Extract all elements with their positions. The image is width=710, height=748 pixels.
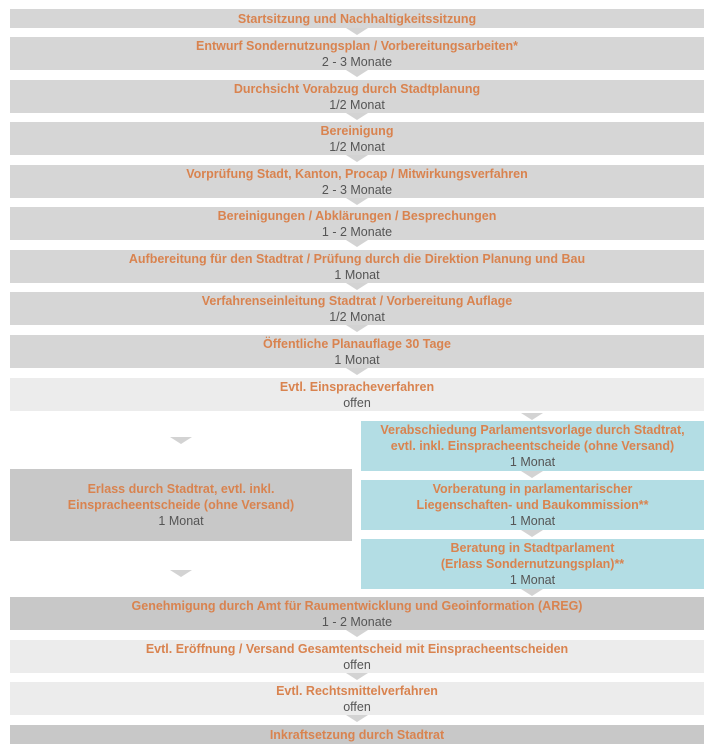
step-duration: 1 Monat	[509, 455, 556, 469]
down-arrow-icon	[521, 589, 543, 596]
step-bereinigungen	[10, 207, 704, 240]
step-genehmigung	[10, 597, 704, 630]
step-duration: 1 Monat	[509, 573, 556, 587]
down-arrow-icon	[346, 198, 368, 205]
step-eroeffnung	[10, 640, 704, 673]
step-duration: 1/2 Monat	[329, 97, 385, 112]
step-duration: 1 Monat	[158, 514, 204, 528]
step-title: Durchsicht Vorabzug durch Stadtplanung	[233, 81, 481, 96]
step-title: Vorprüfung Stadt, Kanton, Procap / Mitwirkungsverfahren	[186, 166, 528, 181]
step-title-line1: Verabschiedung Parlamentsvorlage durch Stadtrat,	[380, 423, 685, 437]
step-planauflage	[10, 335, 704, 368]
step-aufbereitung	[10, 250, 704, 283]
down-arrow-icon	[346, 283, 368, 290]
step-duration: 2 - 3 Monate	[321, 182, 393, 197]
down-arrow-icon	[346, 113, 368, 120]
step-entwurf	[10, 37, 704, 70]
step-start	[10, 9, 704, 28]
step-duration: offen	[343, 395, 371, 410]
step-title-line1: Erlass durch Stadtrat, evtl. inkl.	[87, 482, 275, 496]
step-title-line1: Vorberatung in parlamentarischer	[432, 482, 633, 496]
down-arrow-icon	[346, 673, 368, 680]
step-title: Genehmigung durch Amt für Raumentwicklung und Geoinformation (AREG)	[131, 598, 583, 613]
step-vorpruefung	[10, 165, 704, 198]
down-arrow-icon	[346, 70, 368, 77]
down-arrow-icon	[346, 325, 368, 332]
step-durchsicht	[10, 80, 704, 113]
down-arrow-icon	[521, 471, 543, 478]
step-inkraftsetzung	[10, 725, 704, 744]
down-arrow-icon	[346, 630, 368, 637]
step-title: Bereinigungen / Abklärungen / Besprechungen	[217, 208, 497, 223]
step-title: Verfahrenseinleitung Stadtrat / Vorbereitung Auflage	[201, 293, 513, 308]
step-duration: 1 - 2 Monate	[321, 614, 393, 629]
step-title-line2: evtl. inkl. Einspracheentscheide (ohne Versand)	[390, 439, 675, 453]
down-arrow-icon	[346, 240, 368, 247]
step-title: Inkraftsetzung durch Stadtrat	[269, 727, 445, 742]
step-verabschiedung	[361, 421, 704, 471]
step-title-line2: (Erlass Sondernutzungsplan)**	[440, 557, 625, 571]
step-title: Bereinigung	[320, 123, 394, 138]
step-title: Öffentliche Planauflage 30 Tage	[262, 336, 451, 351]
step-verfahrenseinleitung	[10, 292, 704, 325]
step-duration: 1 Monat	[334, 352, 380, 367]
step-erlass-stadtrat	[10, 469, 352, 541]
step-duration: 1/2 Monat	[329, 309, 385, 324]
step-title-line2: Liegenschaften- und Baukommission**	[416, 498, 649, 512]
step-bereinigung	[10, 122, 704, 155]
step-duration: 1/2 Monat	[329, 139, 385, 154]
step-title: Entwurf Sondernutzungsplan / Vorbereitungsarbeiten*	[195, 38, 518, 53]
down-arrow-icon	[346, 155, 368, 162]
step-title: Evtl. Einspracheverfahren	[279, 379, 435, 394]
down-arrow-icon	[346, 368, 368, 375]
step-duration: offen	[343, 657, 371, 672]
step-beratung-parlament	[361, 539, 704, 589]
down-arrow-icon	[346, 715, 368, 722]
step-vorberatung	[361, 480, 704, 530]
down-arrow-icon	[521, 530, 543, 537]
step-einspracheverfahren	[10, 378, 704, 411]
step-duration: 1 Monat	[509, 514, 556, 528]
step-duration: offen	[343, 699, 371, 714]
step-title: Aufbereitung für den Stadtrat / Prüfung durch die Direktion Planung und Bau	[128, 251, 586, 266]
down-arrow-icon	[521, 413, 543, 420]
step-duration: 1 - 2 Monate	[321, 224, 393, 239]
step-title-line2: Einspracheentscheide (ohne Versand)	[67, 498, 295, 512]
step-rechtsmittel	[10, 682, 704, 715]
step-title-line1: Beratung in Stadtparlament	[450, 541, 615, 555]
step-title: Startsitzung und Nachhaltigkeitssitzung	[237, 11, 477, 26]
step-duration: 1 Monat	[334, 267, 380, 282]
down-arrow-icon	[170, 437, 192, 444]
down-arrow-icon	[170, 570, 192, 577]
step-title: Evtl. Eröffnung / Versand Gesamtentscheid mit Einspracheentscheiden	[145, 641, 569, 656]
step-duration: 2 - 3 Monate	[321, 54, 393, 69]
step-title: Evtl. Rechtsmittelverfahren	[276, 683, 438, 698]
down-arrow-icon	[346, 28, 368, 35]
